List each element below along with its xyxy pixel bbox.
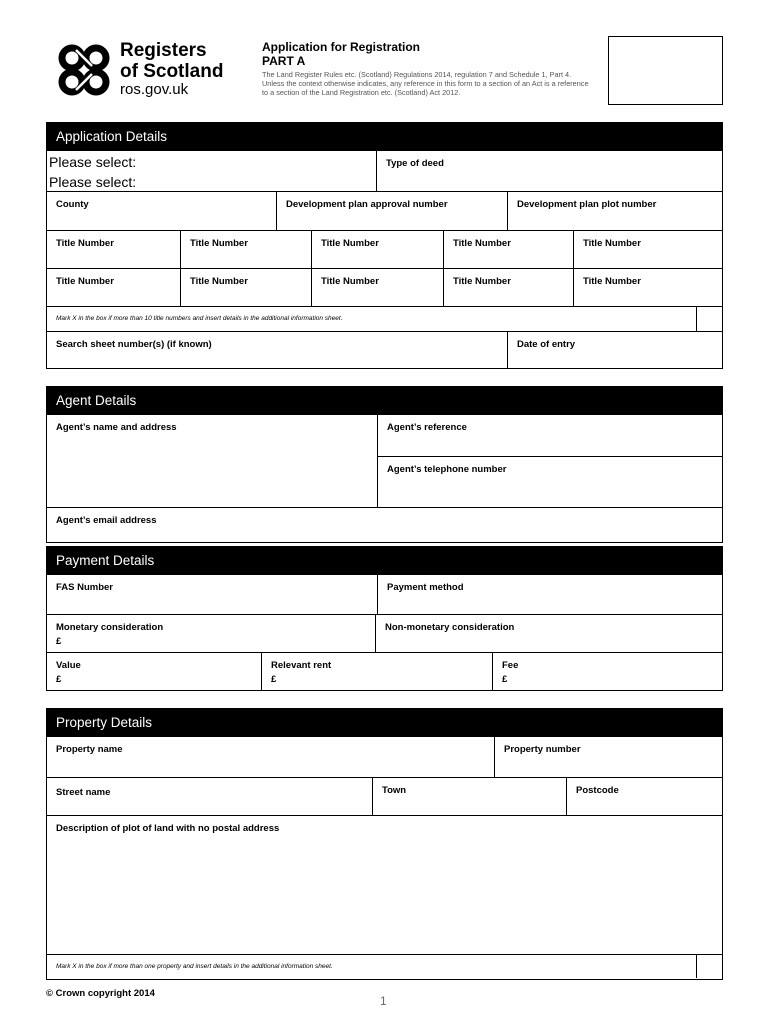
property-name-field[interactable] xyxy=(47,737,494,777)
fas-number-field[interactable] xyxy=(47,575,377,614)
county-select[interactable]: Please select: xyxy=(49,174,137,190)
agent-details-heading: Agent Details xyxy=(47,387,722,415)
fee-currency: £ xyxy=(502,674,508,685)
value-label: Value xyxy=(56,660,81,671)
postcode-field[interactable] xyxy=(566,778,722,815)
dev-plan-plot-field[interactable] xyxy=(507,191,722,230)
dev-plan-plot-label: Development plan plot number xyxy=(517,199,657,210)
dev-plan-approval-field[interactable] xyxy=(276,191,507,230)
agent-email-row xyxy=(47,507,722,542)
logo-url: ros.gov.uk xyxy=(120,81,189,98)
non-monetary-consideration-field[interactable] xyxy=(375,615,722,652)
application-details-section xyxy=(46,122,723,369)
county-row xyxy=(47,191,722,230)
page-number: 1 xyxy=(380,994,387,1008)
form-subtitle: The Land Register Rules etc. (Scotland) Regulations 2014, regulation 7 and Schedule 1, Part 4. Unless the context otherwise indicates, any reference in this form to a section of an Act is a reference to a section of the Land Registration etc. (Scotland) Act 2012. xyxy=(262,70,589,97)
relevant-rent-field[interactable] xyxy=(261,653,492,690)
application-details-heading: Application Details xyxy=(47,123,722,151)
non-monetary-consideration-label: Non-monetary consideration xyxy=(385,622,515,633)
relevant-rent-label: Relevant rent xyxy=(271,660,332,671)
property-note-row xyxy=(47,954,722,978)
title-numbers-note: Mark X in the box if more than 10 title numbers and insert details in the additional information sheet. xyxy=(56,315,343,322)
property-name-label: Property name xyxy=(56,744,123,755)
title-number-field[interactable] xyxy=(47,269,180,306)
monetary-consideration-label: Monetary consideration xyxy=(56,622,164,633)
property-row-3 xyxy=(47,815,722,954)
title-number-field[interactable] xyxy=(443,231,573,268)
payment-row-1 xyxy=(47,575,722,614)
search-sheet-row xyxy=(47,331,722,369)
plot-description-field[interactable] xyxy=(47,816,722,954)
payment-row-3 xyxy=(47,652,722,690)
county-field[interactable] xyxy=(47,191,276,230)
value-field[interactable] xyxy=(47,653,261,690)
logo-wordmark xyxy=(120,40,223,82)
payment-method-label: Payment method xyxy=(387,582,464,593)
logo-line-1: Registers xyxy=(120,40,207,61)
postcode-label: Postcode xyxy=(576,785,619,796)
property-row-1 xyxy=(47,737,722,777)
search-sheet-field[interactable] xyxy=(47,332,507,369)
agent-telephone-field[interactable] xyxy=(378,456,722,507)
title-number-field[interactable] xyxy=(311,231,443,268)
property-number-label: Property number xyxy=(504,744,581,755)
title-number-field[interactable] xyxy=(180,231,311,268)
title-numbers-row-2 xyxy=(47,268,722,306)
fee-field[interactable] xyxy=(492,653,722,690)
title-number-label: Title Number xyxy=(453,276,511,287)
more-properties-checkbox[interactable] xyxy=(696,955,722,978)
more-title-numbers-checkbox[interactable] xyxy=(696,307,722,331)
property-row-2 xyxy=(47,777,722,815)
agent-name-address-label: Agent’s name and address xyxy=(56,422,177,433)
office-stamp-box xyxy=(608,36,723,105)
copyright-notice: © Crown copyright 2014 xyxy=(46,988,155,999)
type-of-deed-field[interactable] xyxy=(377,151,722,191)
registers-of-scotland-logo xyxy=(56,42,112,98)
agent-details-section xyxy=(46,386,723,543)
title-number-label: Title Number xyxy=(321,238,379,249)
title-number-field[interactable] xyxy=(573,269,722,306)
agent-email-field[interactable] xyxy=(47,508,722,542)
form-part: PART A xyxy=(262,54,306,68)
monetary-currency: £ xyxy=(56,636,62,647)
title-number-field[interactable] xyxy=(443,269,573,306)
agent-right-column xyxy=(377,415,722,507)
property-note: Mark X in the box if more than one property and insert details in the additional information sheet. xyxy=(56,963,333,970)
deed-select-cell[interactable] xyxy=(47,151,377,191)
title-number-label: Title Number xyxy=(583,238,641,249)
payment-details-section xyxy=(46,546,723,691)
agent-reference-label: Agent’s reference xyxy=(387,422,467,433)
relevant-rent-currency: £ xyxy=(271,674,277,685)
street-name-label: Street name xyxy=(56,787,111,798)
agent-reference-field[interactable] xyxy=(378,415,722,456)
title-number-label: Title Number xyxy=(190,276,248,287)
title-number-field[interactable] xyxy=(573,231,722,268)
agent-main-row xyxy=(47,415,722,507)
fee-label: Fee xyxy=(502,660,519,671)
title-number-field[interactable] xyxy=(311,269,443,306)
street-name-field[interactable] xyxy=(47,778,372,815)
deed-select[interactable]: Please select: xyxy=(49,154,137,170)
property-details-heading: Property Details xyxy=(47,709,722,737)
payment-method-field[interactable] xyxy=(377,575,722,614)
payment-row-2 xyxy=(47,614,722,652)
fas-number-label: FAS Number xyxy=(56,582,114,593)
county-label: County xyxy=(56,199,89,210)
title-number-label: Title Number xyxy=(453,238,511,249)
value-currency: £ xyxy=(56,674,62,685)
title-numbers-row-1 xyxy=(47,230,722,268)
property-number-field[interactable] xyxy=(494,737,722,777)
property-details-section xyxy=(46,708,723,980)
title-number-label: Title Number xyxy=(321,276,379,287)
deed-row xyxy=(47,151,722,191)
title-number-field[interactable] xyxy=(180,269,311,306)
date-of-entry-label: Date of entry xyxy=(517,339,576,350)
title-number-field[interactable] xyxy=(47,231,180,268)
date-of-entry-field[interactable] xyxy=(507,332,722,369)
type-of-deed-label: Type of deed xyxy=(386,158,444,169)
form-title-block xyxy=(262,40,420,68)
plot-description-label: Description of plot of land with no postal address xyxy=(56,823,280,834)
dev-plan-approval-label: Development plan approval number xyxy=(286,199,448,210)
agent-telephone-label: Agent’s telephone number xyxy=(387,464,507,475)
town-field[interactable] xyxy=(372,778,566,815)
monetary-consideration-field[interactable] xyxy=(47,615,375,652)
title-numbers-note-row xyxy=(47,306,722,331)
title-number-label: Title Number xyxy=(190,238,248,249)
title-number-label: Title Number xyxy=(56,238,114,249)
title-number-label: Title Number xyxy=(583,276,641,287)
agent-email-label: Agent’s email address xyxy=(56,515,157,526)
town-label: Town xyxy=(382,785,407,796)
title-number-label: Title Number xyxy=(56,276,114,287)
search-sheet-label: Search sheet number(s) (if known) xyxy=(56,339,212,350)
payment-details-heading: Payment Details xyxy=(47,547,722,575)
agent-name-address-field[interactable] xyxy=(47,415,377,507)
logo-line-2: of Scotland xyxy=(120,61,224,82)
form-title: Application for Registration xyxy=(262,40,421,54)
